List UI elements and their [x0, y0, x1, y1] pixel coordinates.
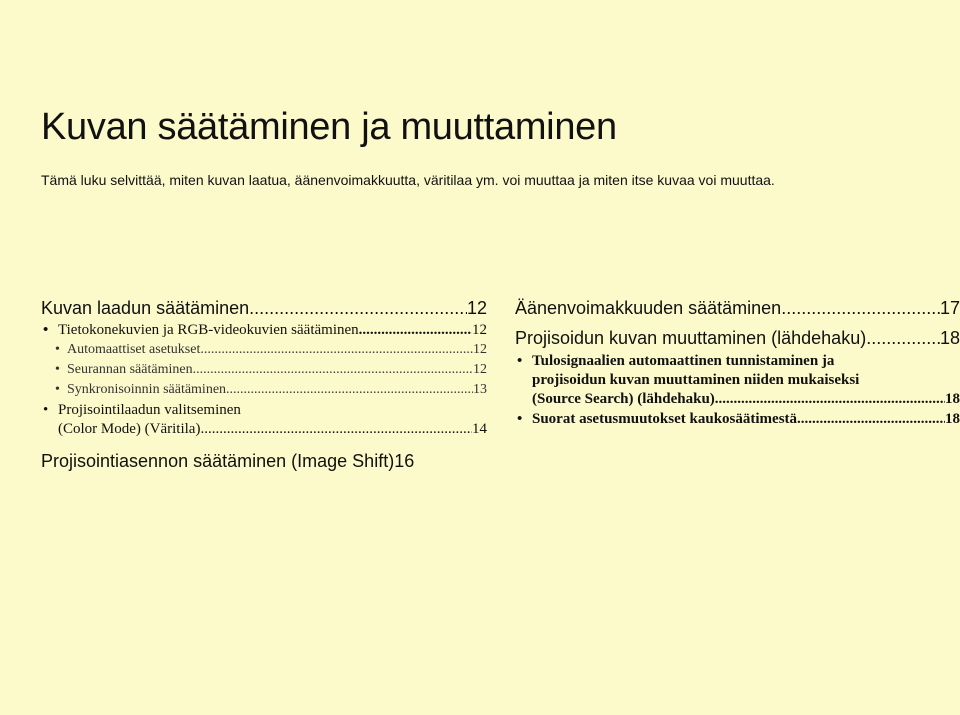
toc-link-tietokonekuvien-saataminen[interactable]	[41, 320, 487, 340]
toc-leader	[249, 296, 467, 320]
toc-link-projisointiasennon-saataminen[interactable]	[41, 449, 487, 473]
toc-label-line: (Source Search) (lähdehaku)	[532, 391, 715, 407]
toc-label-line: Tulosignaalien automaattinen tunnistaminen ja	[532, 353, 835, 369]
toc-link-automaattiset-asetukset[interactable]	[41, 340, 487, 360]
toc-link-suorat-asetusmuutokset[interactable]	[515, 409, 960, 429]
bullet-icon: •	[55, 382, 60, 397]
toc-page-number: 12	[473, 362, 487, 377]
toc-label: Projisointiasennon säätäminen (Image Shift)	[41, 451, 395, 471]
toc-label-line: projisoidun kuvan muuttaminen niiden mukaiseksi	[532, 372, 860, 388]
toc-right-column	[515, 296, 960, 429]
toc-page-number: 13	[473, 382, 487, 397]
toc-label: Synkronisoinnin säätäminen	[67, 382, 227, 397]
toc-page-number: 12	[473, 342, 487, 357]
bullet-icon: •	[43, 322, 49, 338]
toc-label: Tietokonekuvien ja RGB-videokuvien säätäminen	[58, 322, 359, 338]
bullet-icon: •	[55, 362, 60, 377]
toc-label-line: Projisointilaadun valitseminen	[58, 402, 241, 418]
toc-leader	[359, 320, 472, 340]
toc-label: Automaattiset asetukset	[67, 342, 201, 357]
toc-leader	[781, 296, 940, 320]
toc-page-number: 17	[939, 298, 960, 318]
toc-page-number: 16	[394, 451, 415, 471]
toc-label: Seurannan säätäminen	[67, 362, 193, 377]
toc-link-synkronisoinnin-saataminen[interactable]	[41, 380, 487, 400]
toc-leader	[200, 420, 472, 439]
toc-page-number: 12	[472, 322, 487, 338]
toc-label-line: (Color Mode) (Väritila)	[58, 421, 201, 437]
chapter-intro: Tämä luku selvittää, miten kuvan laatua, äänenvoimakkuutta, väritilaa ym. voi muuttaa ja miten itse kuvaa voi muuttaa.	[41, 172, 775, 188]
toc-link-projisointilaadun-valitseminen[interactable]	[41, 401, 487, 439]
toc-page-number: 14	[472, 421, 487, 437]
bullet-icon: •	[55, 342, 60, 357]
toc-link-kuvan-laadun-saataminen[interactable]	[41, 296, 487, 320]
toc-leader	[193, 360, 473, 380]
toc-leader	[715, 390, 945, 409]
toc-page-number: 18	[939, 328, 960, 348]
toc-link-projisoidun-kuvan-muuttaminen[interactable]	[515, 326, 960, 350]
toc-label: Suorat asetusmuutokset kaukosäätimestä	[532, 411, 798, 427]
toc-page-number: 12	[466, 298, 487, 318]
toc-link-aanenvoimakkuuden-saataminen[interactable]	[515, 296, 960, 320]
bullet-icon: •	[517, 411, 523, 427]
bullet-icon: •	[517, 353, 523, 369]
toc-page-number: 18	[945, 391, 960, 407]
toc-link-tulosignaalien-tunnistaminen[interactable]	[515, 352, 960, 409]
bullet-icon: •	[43, 402, 49, 418]
toc-label: Äänenvoimakkuuden säätäminen	[515, 298, 782, 318]
toc-leader	[200, 340, 473, 360]
toc-label: Projisoidun kuvan muuttaminen (lähdehaku)	[515, 328, 867, 348]
toc-label: Kuvan laadun säätäminen	[41, 298, 250, 318]
toc-leader	[866, 326, 940, 350]
page-title: Kuvan säätäminen ja muuttaminen	[41, 106, 617, 148]
toc-page-number: 18	[945, 411, 960, 427]
toc-leader	[226, 380, 473, 400]
toc-link-seurannan-saataminen[interactable]	[41, 360, 487, 380]
toc-leader	[797, 409, 945, 429]
toc-left-column	[41, 296, 487, 473]
